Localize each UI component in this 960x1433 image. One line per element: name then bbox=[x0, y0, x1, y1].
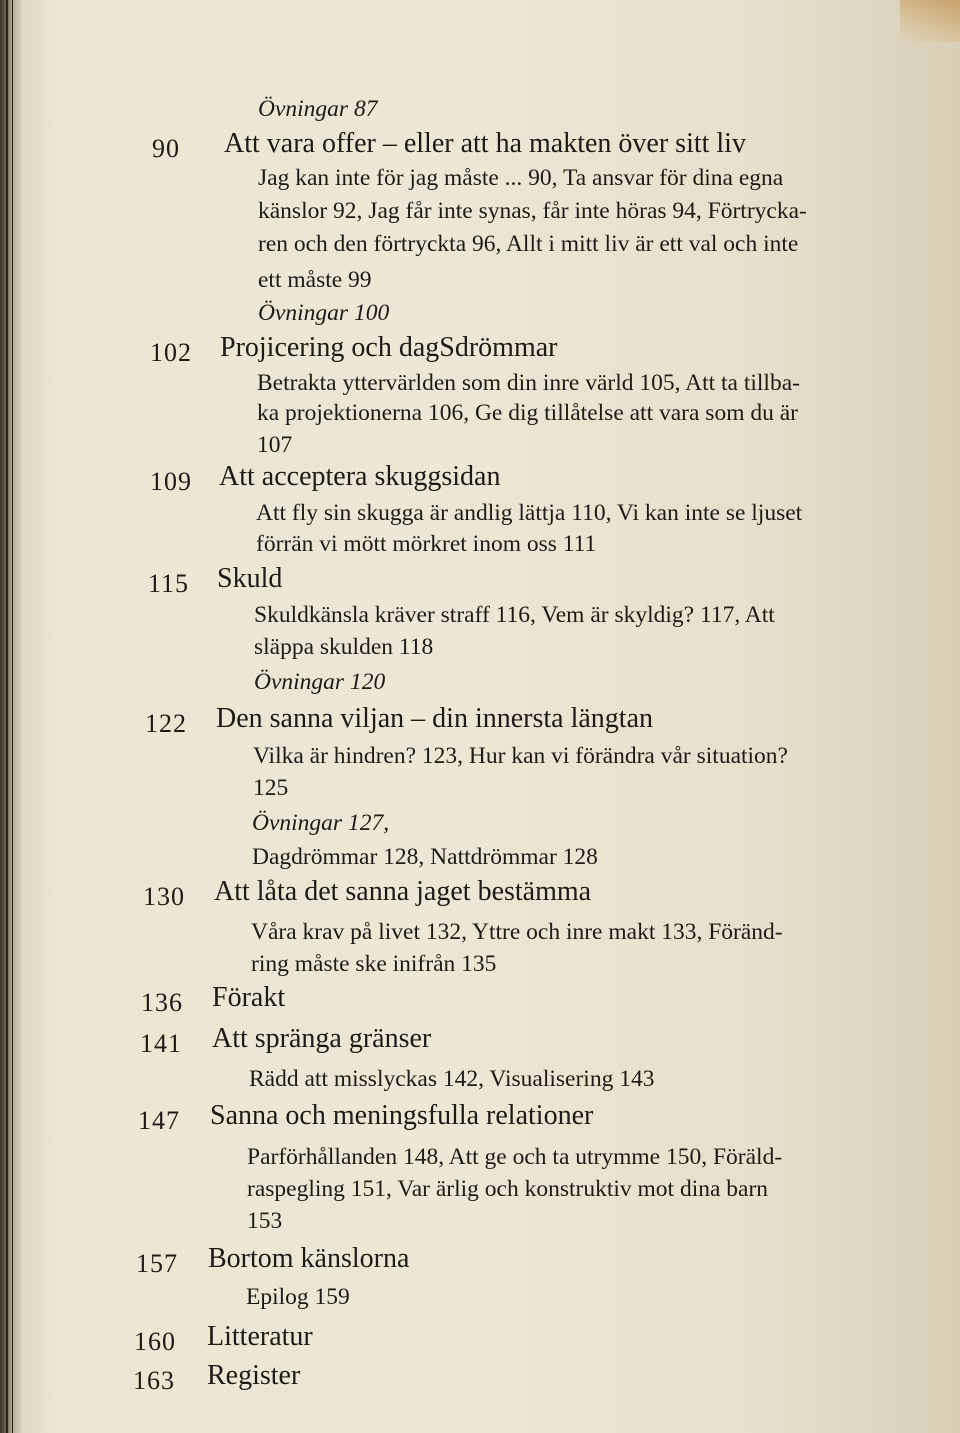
toc-subsection: 125 bbox=[253, 775, 289, 801]
toc-exercise: Övningar 120 bbox=[254, 669, 386, 695]
toc-subsection: 107 bbox=[257, 432, 293, 458]
toc-subsection: Betrakta yttervärlden som din inre värld 105, Att ta tillba- bbox=[257, 370, 800, 396]
toc-chapter-page: 130 bbox=[143, 882, 185, 911]
toc-chapter-page: 157 bbox=[136, 1249, 178, 1278]
toc-subsection: förrän vi mött mörkret inom oss 111 bbox=[256, 531, 597, 557]
toc-subsection: Våra krav på livet 132, Yttre och inre makt 133, Föränd- bbox=[251, 919, 783, 945]
toc-chapter-page: 102 bbox=[150, 338, 192, 367]
toc-subsection: Att fly sin skugga är andlig lättja 110, Vi kan inte se ljuset bbox=[256, 500, 803, 526]
toc-chapter-page: 160 bbox=[134, 1327, 176, 1356]
toc-chapter-title: Att spränga gränser bbox=[212, 1023, 432, 1054]
toc-subsection: Skuldkänsla kräver straff 116, Vem är skyldig? 117, Att bbox=[254, 602, 775, 628]
toc-exercise: Övningar 87 bbox=[258, 96, 378, 122]
toc-subsection: Parförhållanden 148, Att ge och ta utrymme 150, Föräld- bbox=[247, 1144, 783, 1170]
toc-subsection: ring måste ske inifrån 135 bbox=[251, 951, 497, 977]
toc-chapter-page: 136 bbox=[141, 988, 183, 1017]
toc-chapter-title: Register bbox=[207, 1360, 301, 1391]
toc-chapter-title: Skuld bbox=[217, 563, 283, 594]
toc-subsection: Jag kan inte för jag måste ... 90, Ta ansvar för dina egna bbox=[258, 165, 784, 191]
toc-chapter-title: Sanna och meningsfulla relationer bbox=[210, 1100, 594, 1131]
toc-subsection: Vilka är hindren? 123, Hur kan vi förändra vår situation? bbox=[253, 743, 788, 769]
toc-chapter-title: Bortom känslorna bbox=[208, 1243, 410, 1274]
toc-chapter-title: Att vara offer – eller att ha makten över sitt liv bbox=[224, 128, 746, 159]
toc-chapter-title: Den sanna viljan – din innersta längtan bbox=[216, 703, 653, 734]
toc-chapter-page: 90 bbox=[152, 134, 180, 163]
toc-subsection: Dagdrömmar 128, Nattdrömmar 128 bbox=[252, 844, 598, 870]
toc-subsection: känslor 92, Jag får inte synas, får inte höras 94, Förtrycka- bbox=[258, 198, 807, 224]
toc-chapter-title: Att acceptera skuggsidan bbox=[219, 461, 501, 492]
toc-chapter-page: 147 bbox=[138, 1106, 180, 1135]
toc-chapter-title: Förakt bbox=[212, 982, 286, 1013]
toc-subsection: Rädd att misslyckas 142, Visualisering 143 bbox=[249, 1066, 655, 1092]
toc-subsection: raspegling 151, Var ärlig och konstruktiv mot dina barn bbox=[247, 1176, 769, 1202]
toc-chapter-page: 115 bbox=[148, 569, 190, 598]
toc-subsection: Epilog 159 bbox=[246, 1284, 350, 1310]
toc-subsection: ka projektionerna 106, Ge dig tillåtelse att vara som du är bbox=[257, 400, 798, 426]
toc-exercise: Övningar 127, bbox=[252, 810, 390, 836]
toc-chapter-page: 122 bbox=[145, 709, 187, 738]
toc-chapter-title: Litteratur bbox=[207, 1321, 313, 1352]
toc-subsection: släppa skulden 118 bbox=[254, 634, 434, 660]
toc-chapter-title: Att låta det sanna jaget bestämma bbox=[214, 876, 592, 907]
toc-subsection: ren och den förtryckta 96, Allt i mitt liv är ett val och inte bbox=[258, 231, 799, 257]
toc-chapter-page: 163 bbox=[133, 1366, 175, 1395]
toc-chapter-page: 141 bbox=[140, 1029, 182, 1058]
toc-exercise: Övningar 100 bbox=[258, 300, 390, 326]
toc-subsection: ett måste 99 bbox=[258, 267, 372, 293]
toc-chapter-page: 109 bbox=[150, 467, 192, 496]
toc-subsection: 153 bbox=[247, 1208, 283, 1234]
toc-chapter-title: Projicering och dagSdrömmar bbox=[220, 332, 558, 363]
